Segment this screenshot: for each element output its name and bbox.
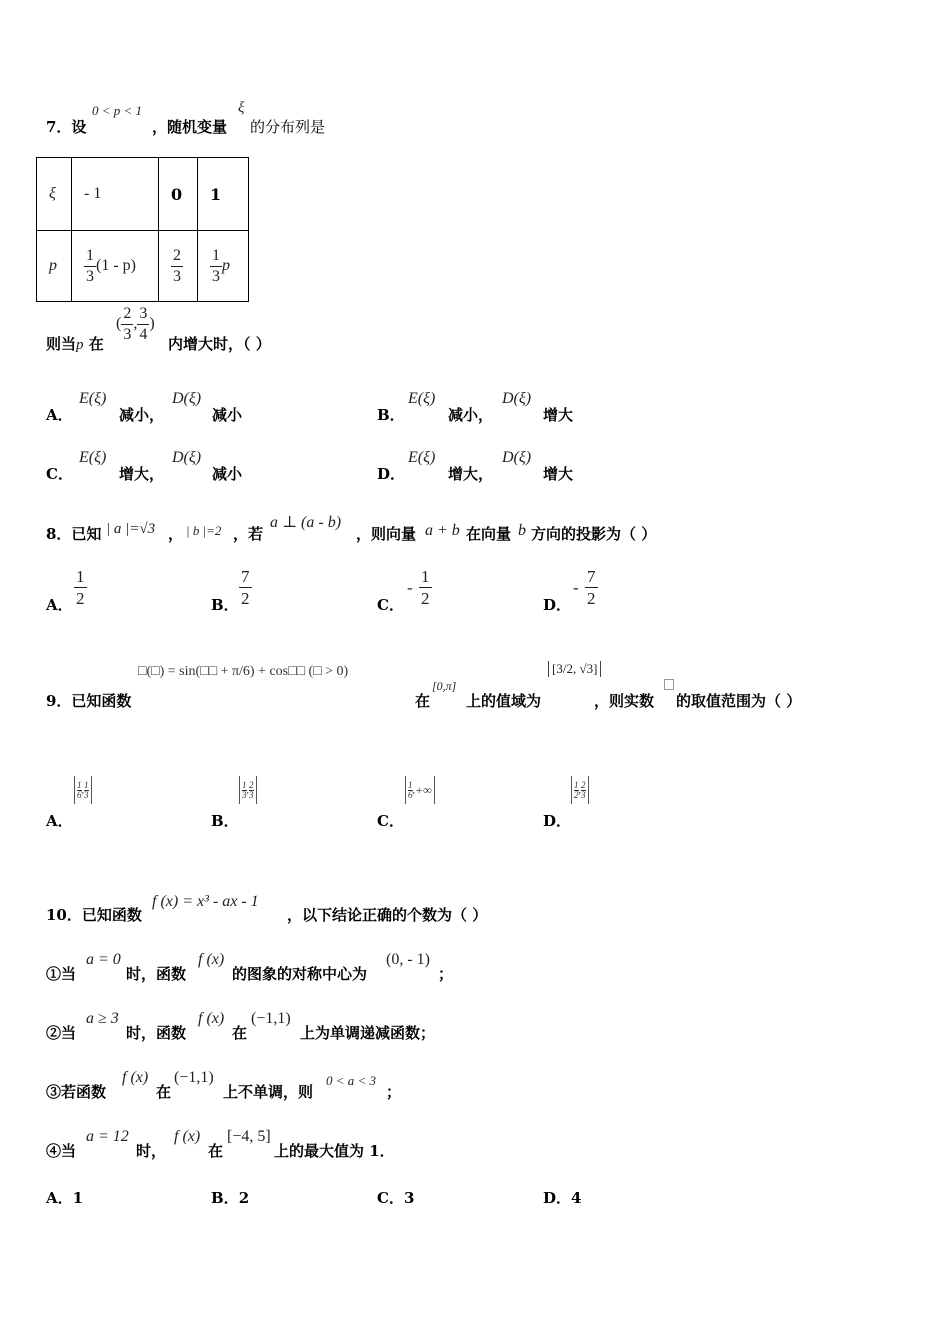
table-cell: $\frac{1}{3}$ p xyxy=(198,231,249,302)
q10-number: 10．已知函数 xyxy=(46,906,142,924)
q9-tail: ，则实数 xyxy=(594,692,655,710)
q9-formula: □(□) = sin(□□ + π/6) + cos□□ (□ > 0) xyxy=(138,664,349,679)
q9-tail2: 的取值范围为（ ） xyxy=(676,692,802,710)
q8-mid2: 在向量 xyxy=(466,525,512,543)
q10-option-c[interactable]: C．3 xyxy=(377,1189,415,1207)
q7-ask-tail: 内增大时，（ ） xyxy=(168,335,271,353)
q8-a-magnitude: | a |=√3 xyxy=(106,521,156,537)
q7-number: 7．设 xyxy=(46,118,87,136)
fraction: $\frac{1}{3}$ xyxy=(86,246,94,285)
table-row xyxy=(37,231,249,302)
distribution-table xyxy=(36,157,249,302)
q10-tail: ，以下结论正确的个数为（ ） xyxy=(287,906,488,924)
fraction: $\frac{2}{3}$ xyxy=(173,246,181,285)
fraction: $\frac{1}{3}$ xyxy=(212,246,220,285)
q8-b-magnitude: | b |=2 xyxy=(186,523,222,538)
table-cell: ξ xyxy=(37,158,72,231)
q7-ask: 则当p 在 xyxy=(46,335,104,353)
q8-number: 8．已知 xyxy=(46,525,102,543)
q9-domain: [0,π] xyxy=(432,679,457,693)
q10-statement-2: ②当 a ≥ 3 时，函数 f (x) 在 (−1,1) 上为单调递减函数； xyxy=(46,1010,436,1042)
q10-function: f (x) = x³ - ax - 1 xyxy=(152,893,259,910)
q10-statement-1: ①当 a = 0 时，函数 f (x) 的图象的对称中心为 (0, - 1) ； xyxy=(46,951,454,983)
table-cell: - 1 xyxy=(72,158,159,231)
q10-statement-4: ④当 a = 12 时， f (x) 在 [−4, 5] 上的最大值为 1． xyxy=(46,1128,395,1160)
q9-number: 9．已知函数 xyxy=(46,692,132,710)
q10-option-d[interactable]: D．4 xyxy=(543,1189,582,1207)
q8-mid: ，则向量 xyxy=(356,525,417,543)
table-row xyxy=(37,158,249,231)
table-cell: 1 xyxy=(198,158,249,231)
table-cell: p xyxy=(37,231,72,302)
q10-option-b[interactable]: B．2 xyxy=(211,1189,250,1207)
table-cell: 0 xyxy=(159,158,198,231)
q10-statement-3: ③若函数 f (x) 在 (−1,1) 上不单调，则 0 < a < 3 ； xyxy=(46,1069,402,1101)
q7-condition: 0 < p < 1 xyxy=(92,103,143,118)
q8-b: b xyxy=(518,522,526,539)
q7-stem xyxy=(46,116,86,137)
q8-tail: 方向的投影为（ ） xyxy=(531,525,657,543)
q7-mid: ，随机变量 xyxy=(152,118,228,136)
q9-range-text: 上的值域为 xyxy=(466,692,542,710)
q7-interval: ( $\frac{2}{3}$ , $\frac{3}{4}$ ) xyxy=(116,305,155,343)
table-cell xyxy=(159,231,198,302)
q7-xi: ξ xyxy=(238,100,245,116)
q8-sep: ， xyxy=(168,525,184,543)
q7-tail: 的分布列是 xyxy=(250,118,326,136)
q8-perp: a ⊥ (a - b) xyxy=(270,514,342,531)
q9-on: 在 xyxy=(415,692,431,710)
q8-sum: a + b xyxy=(425,522,460,539)
table-cell: $\frac{1}{3}$ (1 - p) xyxy=(72,231,159,302)
q8-sep: ，若 xyxy=(233,525,264,543)
placeholder-glyph-icon xyxy=(664,679,674,690)
q9-range: [3/2, √3] xyxy=(548,661,601,677)
q10-option-a[interactable]: A．1 xyxy=(46,1189,84,1207)
